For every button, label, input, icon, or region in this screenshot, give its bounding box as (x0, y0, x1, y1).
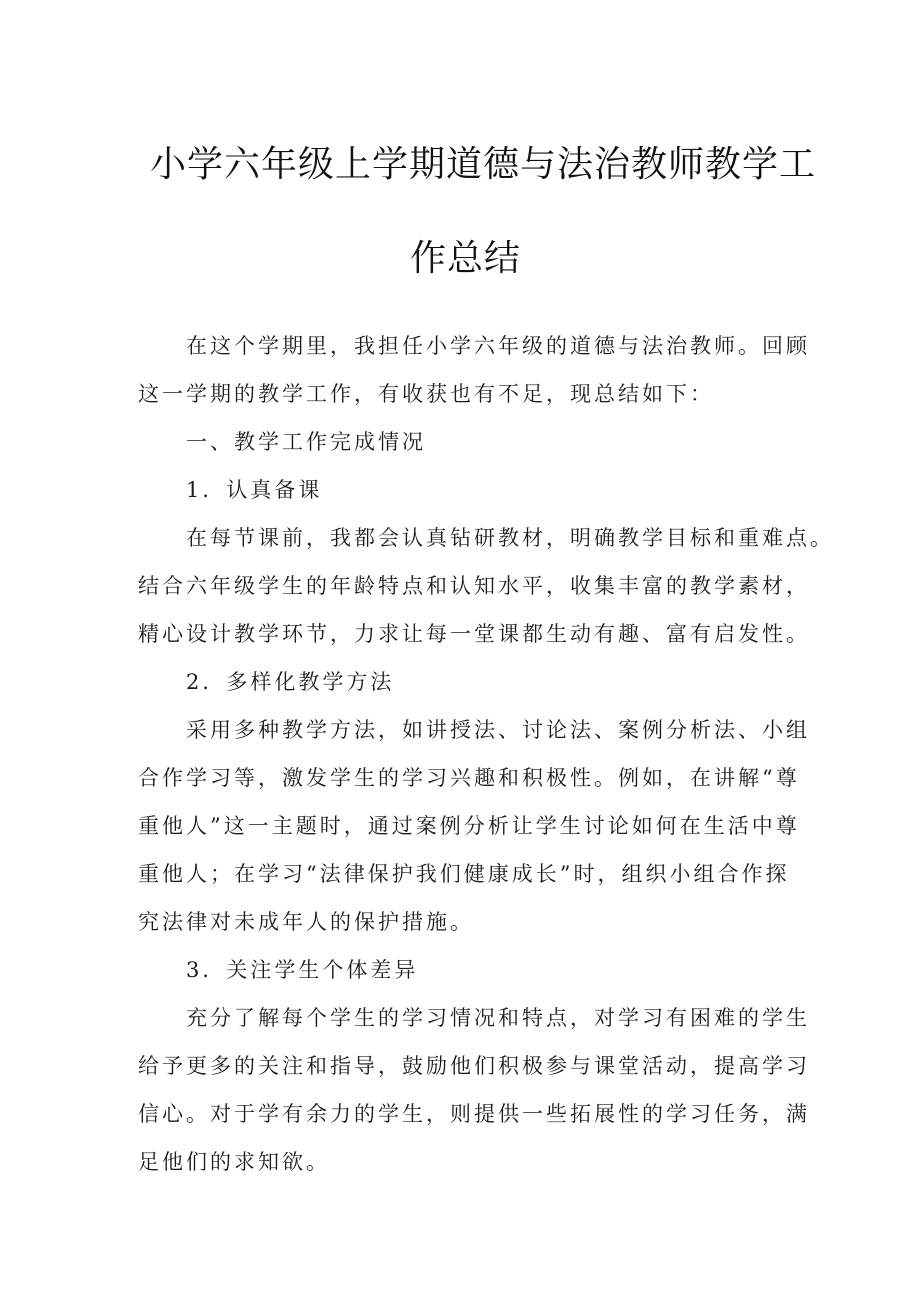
subheading-3: 3．关注学生个体差异 (186, 958, 419, 982)
paragraph-1-line-2: 结合六年级学生的年龄特点和认知水平，收集丰富的教学素材， (138, 574, 810, 598)
paragraph-3-line-3: 信心。对于学有余力的学生，则提供一些拓展性的学习任务，满 (138, 1102, 810, 1126)
document-title-line-1: 小学六年级上学期道德与法治教师教学工 (150, 144, 817, 185)
paragraph-1-line-3: 精心设计教学环节，力求让每一堂课都生动有趣、富有启发性。 (138, 622, 810, 646)
paragraph-3-line-2: 给予更多的关注和指导，鼓励他们积极参与课堂活动，提高学习 (138, 1054, 810, 1078)
paragraph-3-line-4: 足他们的求知欲。 (138, 1150, 330, 1174)
section-heading-1: 一、教学工作完成情况 (186, 430, 426, 454)
paragraph-2-line-5: 究法律对未成年人的保护措施。 (138, 910, 474, 934)
paragraph-1-line-1: 在每节课前，我都会认真钻研教材，明确教学目标和重难点。 (186, 526, 834, 550)
paragraph-2-line-4: 重他人；在学习“法律保护我们健康成长”时，组织小组合作探 (138, 862, 790, 886)
subheading-2: 2．多样化教学方法 (186, 670, 395, 694)
paragraph-2-line-3: 重他人”这一主题时，通过案例分析让学生讨论如何在生活中尊 (138, 814, 800, 838)
paragraph-intro-line-2: 这一学期的教学工作，有收获也有不足，现总结如下： (138, 382, 714, 406)
paragraph-2-line-2: 合作学习等，激发学生的学习兴趣和积极性。例如，在讲解“尊 (138, 766, 800, 790)
paragraph-2-line-1: 采用多种教学方法，如讲授法、讨论法、案例分析法、小组 (186, 718, 810, 742)
subheading-1: 1．认真备课 (186, 478, 323, 502)
paragraph-3-line-1: 充分了解每个学生的学习情况和特点，对学习有困难的学生 (186, 1006, 810, 1030)
document-title-line-2: 作总结 (410, 238, 522, 279)
paragraph-intro-line-1: 在这个学期里，我担任小学六年级的道德与法治教师。回顾 (186, 334, 810, 358)
